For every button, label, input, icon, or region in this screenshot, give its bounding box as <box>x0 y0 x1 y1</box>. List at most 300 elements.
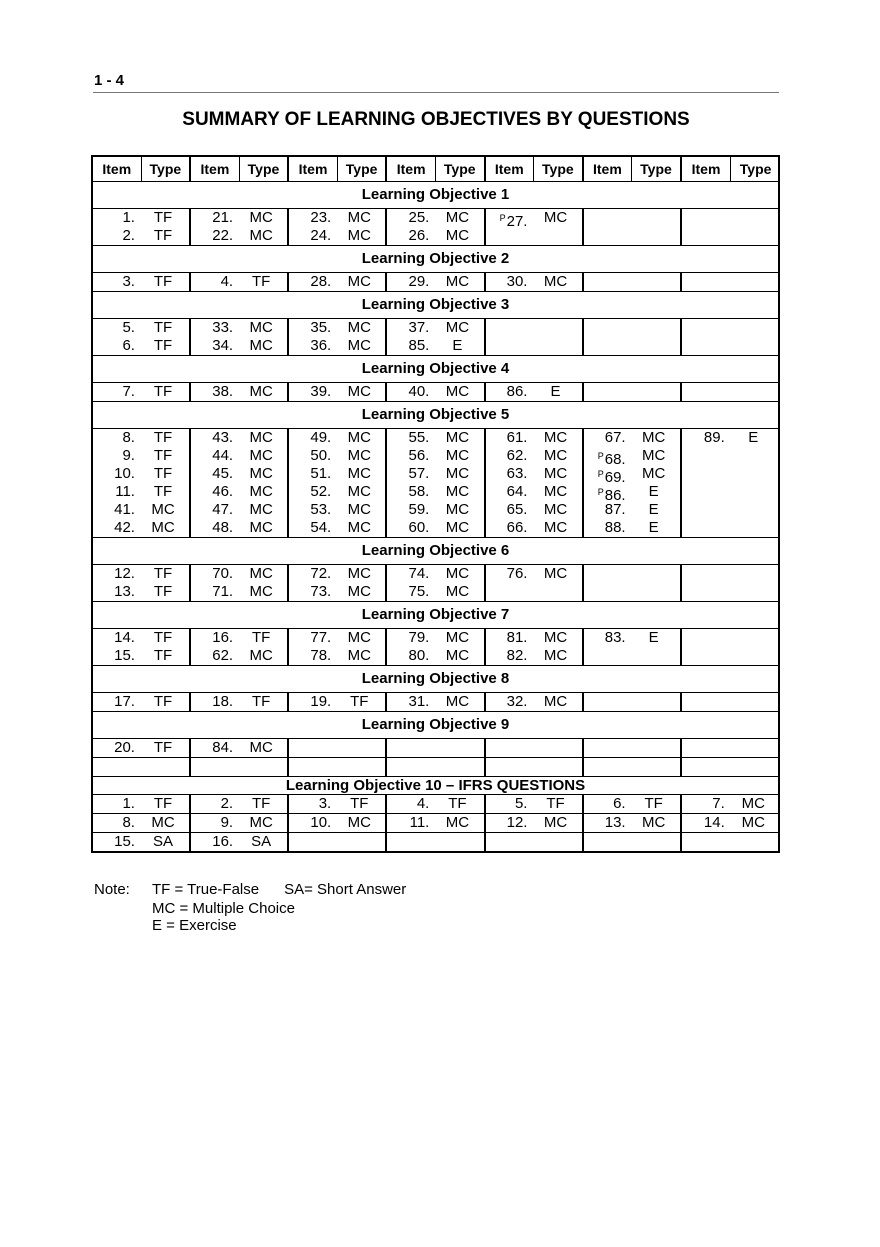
item-number: 31. <box>408 693 430 710</box>
item-column <box>682 629 733 665</box>
item-number: 2. <box>220 795 234 812</box>
type-column <box>241 383 287 401</box>
item-number: $^P$69. <box>597 469 626 486</box>
type-column <box>437 209 483 245</box>
item-group <box>387 758 485 776</box>
item-group <box>682 319 780 355</box>
item-number: 85. <box>408 337 430 354</box>
item-type: MC <box>445 693 470 710</box>
type-column <box>143 565 189 601</box>
item-type <box>733 583 774 601</box>
type-column <box>535 795 581 813</box>
item-type: MC <box>543 629 568 646</box>
p-marker: P <box>499 213 506 223</box>
item-group <box>584 739 682 757</box>
item-number <box>682 273 725 291</box>
objective-heading: Learning Objective 9 <box>93 712 778 739</box>
item-type: E <box>648 483 659 500</box>
item-column <box>682 795 733 813</box>
item-column <box>486 795 536 813</box>
item-column <box>289 739 339 757</box>
item-number <box>682 629 725 647</box>
item-number: 14. <box>703 814 725 831</box>
note-line-3: E = Exercise <box>152 917 237 934</box>
item-number: 86. <box>506 383 528 400</box>
blank-cell <box>682 758 686 776</box>
type-column <box>733 814 780 832</box>
type-column <box>339 795 385 813</box>
item-type: MC <box>445 483 470 500</box>
item-type <box>535 739 575 757</box>
item-number: 11. <box>409 814 430 831</box>
item-type: MC <box>543 447 568 464</box>
item-group <box>486 565 584 601</box>
item-type: E <box>748 429 759 446</box>
item-number <box>584 583 626 601</box>
item-number: 67. <box>604 429 626 446</box>
item-type: MC <box>249 447 273 464</box>
item-type <box>634 337 674 355</box>
item-column <box>289 273 339 291</box>
item-column <box>93 693 143 711</box>
blank-cell <box>191 758 195 776</box>
item-type: MC <box>347 483 371 500</box>
item-type: MC <box>642 447 666 464</box>
item-group <box>387 429 485 537</box>
item-type <box>733 337 774 355</box>
header-type: Type <box>443 161 476 177</box>
item-type: MC <box>249 565 273 582</box>
item-group <box>584 273 682 291</box>
item-number: 47. <box>212 501 234 518</box>
objective-heading: Learning Objective 2 <box>93 246 778 273</box>
item-column <box>387 693 437 711</box>
item-type: MC <box>347 319 371 336</box>
item-type <box>733 465 774 483</box>
type-column <box>437 273 483 291</box>
item-group <box>584 319 682 355</box>
item-number: 24. <box>310 227 332 244</box>
item-column <box>584 833 634 851</box>
item-number <box>584 739 626 757</box>
item-column <box>486 319 536 355</box>
item-type: MC <box>249 501 273 518</box>
item-group <box>93 273 191 291</box>
type-column <box>634 629 680 665</box>
item-type <box>535 227 575 245</box>
item-number: 80. <box>408 647 430 664</box>
item-column <box>289 319 339 355</box>
item-group <box>387 209 485 245</box>
type-column <box>733 693 780 711</box>
item-column <box>682 739 733 757</box>
item-number: 71. <box>212 583 234 600</box>
type-column <box>634 273 680 291</box>
objective-row <box>93 319 778 356</box>
header-item: Item <box>289 157 338 181</box>
note-line-1: TF = True-False SA= Short Answer <box>152 881 407 898</box>
item-type: MC <box>543 483 568 500</box>
item-number: 15. <box>114 647 135 664</box>
item-type: MC <box>151 501 175 518</box>
p-marker: P <box>597 451 604 461</box>
item-column <box>387 739 437 757</box>
item-number: 3. <box>318 795 332 812</box>
item-type: TF <box>153 795 173 812</box>
item-group <box>93 319 191 355</box>
item-group <box>682 693 780 711</box>
item-group <box>387 814 485 832</box>
item-number: 52. <box>310 483 332 500</box>
type-column <box>437 629 483 665</box>
item-type: TF <box>350 795 369 812</box>
item-number: 35. <box>310 319 332 336</box>
item-column <box>387 209 437 245</box>
item-number: 77. <box>310 629 332 646</box>
type-column <box>339 429 385 537</box>
item-type: MC <box>543 273 568 290</box>
item-column <box>289 383 339 401</box>
item-type: E <box>550 383 561 400</box>
item-group <box>486 693 584 711</box>
type-column <box>241 693 287 711</box>
type-column <box>733 739 780 757</box>
item-column <box>93 629 143 665</box>
table-header <box>93 157 778 182</box>
type-column <box>733 429 780 537</box>
item-type: TF <box>153 693 173 710</box>
item-group <box>191 629 289 665</box>
item-group <box>486 833 584 851</box>
type-column <box>437 814 483 832</box>
item-number: 36. <box>310 337 332 354</box>
item-group <box>387 739 485 757</box>
header-pair <box>387 157 485 181</box>
item-type: MC <box>347 337 371 354</box>
item-type <box>339 833 379 851</box>
item-group <box>191 693 289 711</box>
item-column <box>93 833 143 851</box>
item-type: MC <box>445 319 470 336</box>
header-pair <box>289 157 387 181</box>
item-type: TF <box>153 483 173 500</box>
item-number: 74. <box>408 565 430 582</box>
type-column <box>535 209 581 245</box>
item-type: TF <box>252 273 271 290</box>
item-number: 40. <box>408 383 430 400</box>
type-column <box>733 319 780 355</box>
item-column <box>191 833 241 851</box>
item-group <box>93 693 191 711</box>
blank-cell <box>289 758 293 776</box>
item-type: TF <box>153 565 173 582</box>
item-column <box>486 209 536 245</box>
item-number <box>682 383 725 401</box>
item-type: MC <box>445 447 470 464</box>
item-type: MC <box>249 583 273 600</box>
header-item: Item <box>682 157 732 181</box>
item-column <box>682 693 733 711</box>
item-group <box>93 429 191 537</box>
item-number <box>486 739 528 757</box>
item-column <box>584 693 634 711</box>
item-type: TF <box>153 739 173 756</box>
item-type <box>733 647 774 665</box>
item-type: MC <box>445 565 470 582</box>
item-number: 16. <box>212 833 234 850</box>
item-type: MC <box>249 227 273 244</box>
item-type: MC <box>445 209 470 226</box>
item-type: TF <box>153 383 173 400</box>
item-group <box>93 814 191 832</box>
item-number: 54. <box>310 519 332 536</box>
objective-row <box>93 273 778 292</box>
item-group <box>289 429 387 537</box>
type-column <box>143 629 189 665</box>
item-type <box>733 227 774 245</box>
item-number <box>682 501 725 519</box>
item-column <box>584 319 634 355</box>
item-column <box>387 795 437 813</box>
item-type <box>535 337 575 355</box>
item-number: 37. <box>408 319 430 336</box>
type-column <box>437 693 483 711</box>
item-number: 60. <box>408 519 430 536</box>
type-column <box>143 833 189 851</box>
item-group <box>584 814 682 832</box>
item-type: TF <box>153 447 173 464</box>
item-type <box>733 483 774 501</box>
item-type <box>437 833 477 851</box>
item-group <box>682 273 780 291</box>
item-group <box>682 814 780 832</box>
type-column <box>535 739 581 757</box>
item-column <box>682 319 733 355</box>
item-number: 2. <box>122 227 135 244</box>
item-type <box>733 519 774 537</box>
header-pair <box>93 157 191 181</box>
item-number: 16. <box>212 629 234 646</box>
item-type <box>634 693 674 711</box>
item-group <box>682 739 780 757</box>
item-type: TF <box>153 429 173 446</box>
item-number: 45. <box>212 465 234 482</box>
item-number: 42. <box>114 519 135 536</box>
item-number: 79. <box>408 629 430 646</box>
item-type: MC <box>347 465 371 482</box>
item-column <box>584 739 634 757</box>
type-column <box>634 693 680 711</box>
item-column <box>93 565 143 601</box>
item-column <box>584 273 634 291</box>
item-column <box>682 833 733 851</box>
item-group <box>191 758 289 776</box>
item-number <box>682 465 725 483</box>
page-title: SUMMARY OF LEARNING OBJECTIVES BY QUESTIONS <box>182 109 690 130</box>
item-type: TF <box>350 693 369 710</box>
objective-heading: Learning Objective 7 <box>93 602 778 629</box>
type-column <box>437 383 483 401</box>
item-column <box>191 273 241 291</box>
item-number: 12. <box>114 565 135 582</box>
item-number <box>584 647 626 665</box>
item-number: 62. <box>506 447 528 464</box>
item-group <box>584 833 682 851</box>
item-number <box>682 209 725 227</box>
item-column <box>387 565 437 601</box>
item-number: 13. <box>114 583 135 600</box>
item-group <box>584 429 682 537</box>
item-type: TF <box>252 795 271 812</box>
header-pair <box>682 157 780 181</box>
type-column <box>143 429 189 537</box>
item-column <box>584 383 634 401</box>
item-type: MC <box>445 647 470 664</box>
blank-cell <box>387 758 391 776</box>
type-column <box>143 739 189 757</box>
item-type: TF <box>448 795 467 812</box>
type-column <box>437 739 483 757</box>
item-group <box>584 629 682 665</box>
item-column <box>387 629 437 665</box>
item-column <box>93 429 143 537</box>
type-column <box>143 693 189 711</box>
type-column <box>143 383 189 401</box>
item-type: MC <box>347 519 371 536</box>
item-type: MC <box>543 647 568 664</box>
note-label: Note: <box>94 881 130 898</box>
item-number: 75. <box>408 583 430 600</box>
header-item: Item <box>191 157 240 181</box>
item-type: MC <box>543 693 568 710</box>
item-type: TF <box>153 583 173 600</box>
item-number: 12. <box>506 814 528 831</box>
item-number: 82. <box>506 647 528 664</box>
item-type: MC <box>249 739 273 756</box>
item-number <box>682 693 725 711</box>
item-type: MC <box>347 273 371 290</box>
item-type <box>733 565 774 583</box>
item-column <box>191 565 241 601</box>
item-type: MC <box>445 583 470 600</box>
item-type: MC <box>249 209 273 226</box>
type-column <box>339 693 385 711</box>
item-number: 9. <box>220 814 234 831</box>
item-number: 25. <box>408 209 430 226</box>
type-column <box>241 565 287 601</box>
item-group <box>584 565 682 601</box>
type-column <box>143 814 189 832</box>
item-group <box>289 319 387 355</box>
item-number: 49. <box>310 429 332 446</box>
item-number: 89. <box>703 429 725 446</box>
item-column <box>584 429 634 537</box>
objective-row <box>93 209 778 246</box>
item-type: MC <box>445 629 470 646</box>
type-column <box>143 209 189 245</box>
item-column <box>387 273 437 291</box>
item-number: 1. <box>122 209 135 226</box>
objective-row <box>93 739 778 758</box>
item-number <box>289 739 331 757</box>
p-marker: P <box>597 487 604 497</box>
item-type: MC <box>445 814 470 831</box>
type-column <box>733 209 780 245</box>
item-number <box>584 319 626 337</box>
item-column <box>584 209 634 245</box>
item-group <box>191 814 289 832</box>
type-column <box>535 319 581 355</box>
item-type: TF <box>546 795 565 812</box>
item-number <box>486 833 528 851</box>
item-number: 44. <box>212 447 234 464</box>
item-column <box>191 814 241 832</box>
item-group <box>682 795 780 813</box>
item-number: 33. <box>212 319 234 336</box>
item-number <box>584 693 626 711</box>
item-type: MC <box>347 814 371 831</box>
item-group <box>289 814 387 832</box>
blank-cell <box>93 758 97 776</box>
item-type <box>634 227 674 245</box>
item-group <box>486 739 584 757</box>
type-column <box>733 795 780 813</box>
type-column <box>733 629 780 665</box>
item-group <box>289 739 387 757</box>
item-type: MC <box>347 583 371 600</box>
item-group <box>486 429 584 537</box>
item-type: MC <box>151 519 175 536</box>
ifrs-row <box>93 833 778 851</box>
item-type: MC <box>543 519 568 536</box>
item-type: MC <box>741 795 765 812</box>
item-number: 14. <box>114 629 135 646</box>
item-group <box>486 209 584 245</box>
item-number: 88. <box>604 519 626 536</box>
item-group <box>387 383 485 401</box>
item-type: SA <box>153 833 174 850</box>
item-number <box>682 319 725 337</box>
item-number: 7. <box>122 383 135 400</box>
item-group <box>93 758 191 776</box>
item-type: MC <box>347 447 371 464</box>
item-group <box>682 209 780 245</box>
objective-row <box>93 693 778 712</box>
type-column <box>437 429 483 537</box>
item-number <box>486 319 528 337</box>
item-type: MC <box>543 565 568 582</box>
item-group <box>93 629 191 665</box>
item-number: 5. <box>122 319 135 336</box>
item-column <box>486 739 536 757</box>
item-number: 59. <box>408 501 430 518</box>
item-number <box>682 227 725 245</box>
item-type: MC <box>445 429 470 446</box>
item-column <box>682 273 733 291</box>
item-number: 38. <box>212 383 234 400</box>
objective-row <box>93 383 778 402</box>
type-column <box>634 209 680 245</box>
item-number: 70. <box>212 565 234 582</box>
item-type: TF <box>153 209 173 226</box>
item-type <box>733 209 774 227</box>
item-column <box>93 739 143 757</box>
item-number <box>682 583 725 601</box>
item-group <box>93 565 191 601</box>
item-type: MC <box>249 429 273 446</box>
item-type <box>634 319 674 337</box>
type-column <box>339 209 385 245</box>
